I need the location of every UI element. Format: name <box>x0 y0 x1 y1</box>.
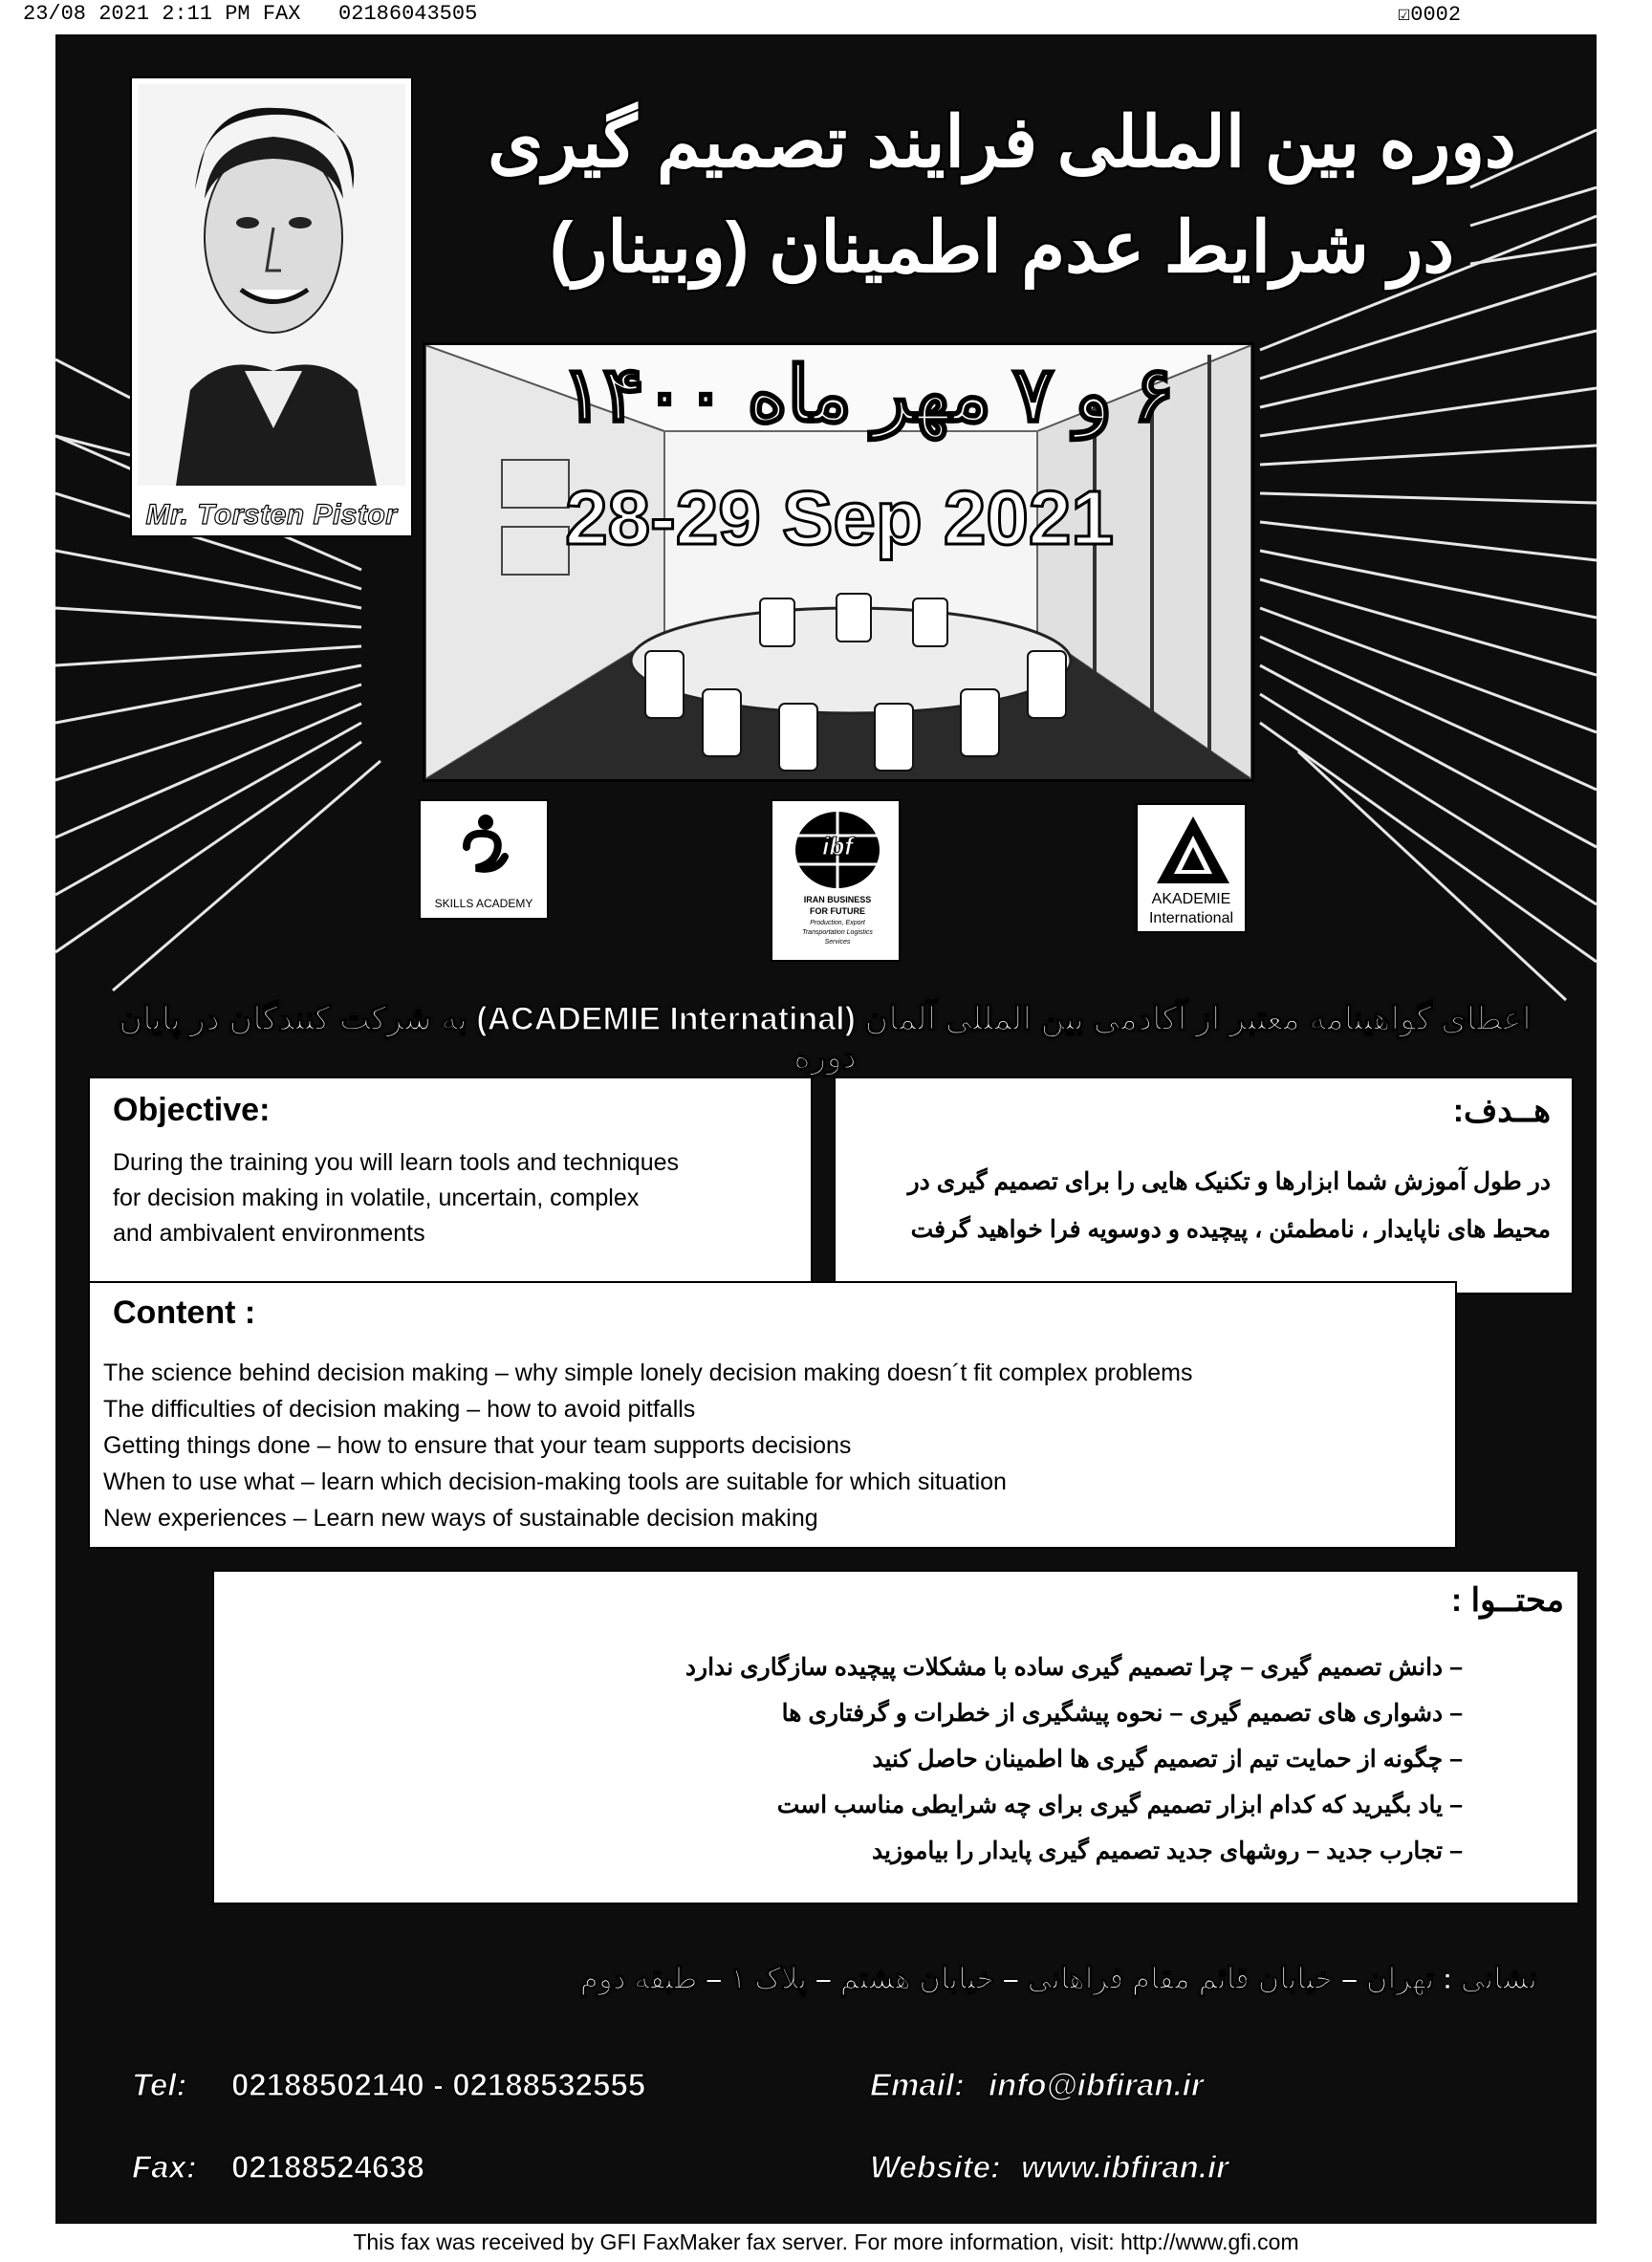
content-fa-item: – دانش تصمیم گیری – چرا تصمیم گیری ساده با مشکلات پیچیده سازگاری ندارد <box>685 1654 1463 1681</box>
fax-header-left: 23/08 2021 2:11 PM FAX 02186043505 <box>23 2 478 26</box>
content-fa-title: محتــوا : <box>1450 1582 1564 1619</box>
skills-academy-label: SKILLS ACADEMY <box>434 897 533 910</box>
date-english: 28-29 Sep 2021 <box>565 475 1114 560</box>
triangle-mark-icon <box>1155 815 1231 885</box>
certificate-banner: اعطای گواهینامه معتبر از آکادمی بین المللی آلمان (ACADEMIE Internatinal) به شرکت کنندگان در پایان دوره <box>119 1001 1532 1076</box>
content-title: Content : <box>113 1294 256 1331</box>
ibf-services-line3: Services <box>824 939 851 946</box>
skills-academy-logo <box>419 799 549 920</box>
speaker-portrait <box>138 84 405 486</box>
ibf-services-line2: Transportation Logistics <box>802 929 873 936</box>
content-fa-item: – چگونه از حمایت تیم از تصمیم گیری ها اطمینان حاصل کنید <box>872 1746 1463 1773</box>
objective-line: for decision making in volatile, uncertain, complex <box>113 1185 640 1211</box>
content-item: The difficulties of decision making – how to avoid pitfalls <box>103 1396 696 1423</box>
fax-header-page: ☑0002 <box>1398 3 1462 27</box>
objective-fa-line: محیط های ناپایدار ، نامطمئن ، پیچیده و دوسویه فرا خواهید گرفت <box>910 1216 1551 1243</box>
akademie-label: AKADEMIE <box>1151 891 1231 907</box>
content-fa-item: – دشواری های تصمیم گیری – نحوه پیشگیری از خطرات و گرفتاری ها <box>781 1700 1463 1727</box>
date-persian: ۶ و ۷ مهر ماه ۱۴۰۰ <box>561 352 1175 437</box>
course-title-line1: دوره بین المللی فرایند تصمیم گیری <box>488 102 1516 182</box>
tel-value: 02188502140 - 02188532555 <box>231 2067 646 2102</box>
objective-fa-line: در طول آموزش شما ابزارها و تکنیک هایی را برای تصمیم گیری در <box>907 1168 1551 1195</box>
objective-line: and ambivalent environments <box>113 1220 425 1247</box>
ibf-services-line1: Production, Export <box>810 920 865 926</box>
objective-title: Objective: <box>113 1092 271 1128</box>
content-item: When to use what – learn which decision-making tools are suitable for which situation <box>103 1468 1007 1495</box>
poster <box>55 34 1597 2224</box>
fax-value: 02188524638 <box>231 2149 424 2185</box>
ibf-mark: ibf <box>822 832 853 860</box>
skills-academy-mark-icon <box>447 809 524 889</box>
objective-line: During the training you will learn tools and techniques <box>113 1149 680 1176</box>
ibf-name-line2: FOR FUTURE <box>810 906 865 916</box>
fax-label: Fax: <box>132 2149 197 2185</box>
ibf-logo <box>771 799 901 962</box>
course-title-line2: در شرایط عدم اطمینان (وبینار) <box>549 207 1455 287</box>
objective-box <box>88 1077 813 1294</box>
content-box <box>88 1281 1457 1549</box>
content-item: The science behind decision making – why simple lonely decision making doesn´t fit complex problems <box>103 1359 1193 1386</box>
email-value: info@ibfiran.ir <box>989 2067 1204 2102</box>
speaker-photo <box>130 76 413 537</box>
address: نشانی : تهران – خیابان قائم مقام فراهانی – خیابان هشتم – پلاک ۱ – طبقه دوم <box>579 1962 1537 1995</box>
speaker-caption: Mr. Torsten Pistor <box>145 499 398 531</box>
objective-fa-box <box>834 1077 1574 1294</box>
fax-footer: This fax was received by GFI FaxMaker fax server. For more information, visit: http://www.gfi.com <box>353 2229 1299 2254</box>
content-fa-box <box>212 1570 1579 1904</box>
akademie-international-logo <box>1136 803 1247 933</box>
fax-header <box>0 2 1652 31</box>
objective-fa-title: هــدف: <box>1452 1093 1551 1129</box>
content-fa-item: – یاد بگیرید که کدام ابزار تصمیم گیری برای چه شرایطی مناسب است <box>776 1792 1463 1818</box>
content-item: New experiences – Learn new ways of sustainable decision making <box>103 1505 818 1532</box>
ibf-name-line1: IRAN BUSINESS <box>803 895 872 904</box>
content-fa-item: – تجارب جدید – روشهای جدید تصمیم گیری پایدار را بیاموزید <box>871 1838 1463 1864</box>
email-label: Email: <box>870 2067 966 2102</box>
website-value: www.ibfiran.ir <box>1021 2149 1228 2185</box>
tel-label: Tel: <box>132 2067 187 2102</box>
content-item: Getting things done – how to ensure that your team supports decisions <box>103 1432 852 1459</box>
international-label: International <box>1148 910 1234 926</box>
website-label: Website: <box>870 2149 1001 2185</box>
